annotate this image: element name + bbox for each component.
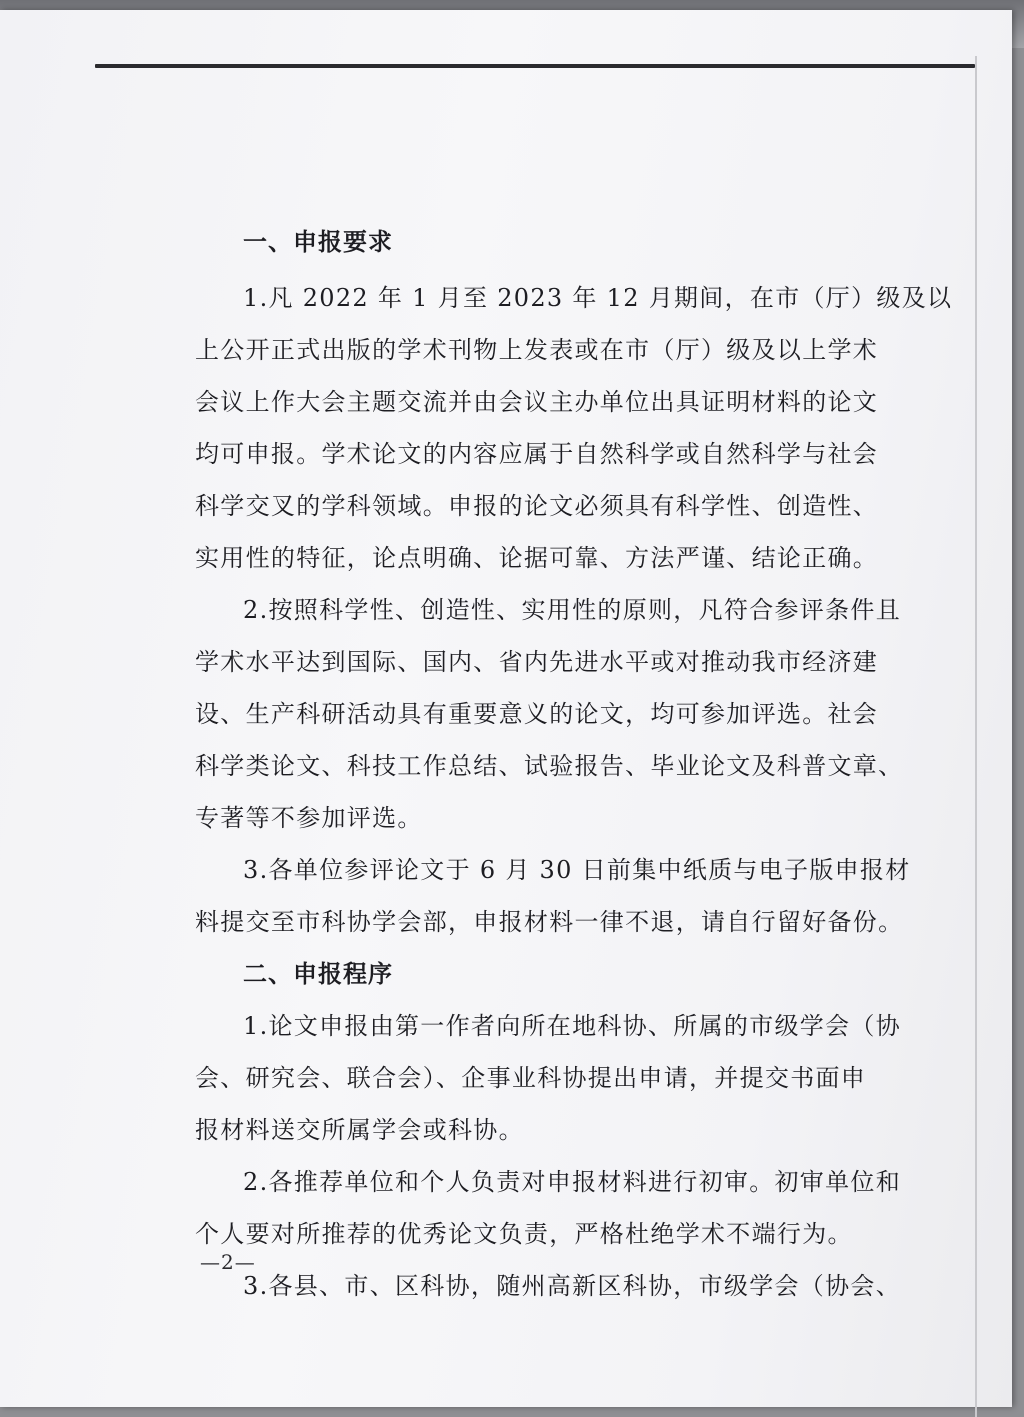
paragraph-line: 2.按照科学性、创造性、实用性的原则，凡符合参评条件且 (243, 596, 901, 624)
paragraph-line: 学术水平达到国际、国内、省内先进水平或对推动我市经济建 (195, 648, 879, 676)
paragraph-line: 会议上作大会主题交流并由会议主办单位出具证明材料的论文 (195, 388, 879, 416)
paragraph-line: 3.各县、市、区科协，随州高新区科协，市级学会（协会、 (243, 1272, 901, 1300)
paragraph-line: 专著等不参加评选。 (195, 804, 423, 832)
paragraph-line: 科学类论文、科技工作总结、试验报告、毕业论文及科普文章、 (195, 752, 904, 780)
paragraph-line: 2.各推荐单位和个人负责对申报材料进行初审。初审单位和 (243, 1168, 901, 1196)
paragraph-line: 报材料送交所属学会或科协。 (195, 1116, 524, 1144)
section-heading-procedure: 二、申报程序 (243, 960, 393, 988)
paragraph-line: 实用性的特征，论点明确、论据可靠、方法严谨、结论正确。 (195, 544, 879, 572)
paragraph-line: 3.各单位参评论文于 6 月 30 日前集中纸质与电子版申报材 (243, 856, 911, 884)
paragraph-line: 个人要对所推荐的优秀论文负责，严格杜绝学术不端行为。 (195, 1220, 853, 1248)
paragraph-line: 1.论文申报由第一作者向所在地科协、所属的市级学会（协 (243, 1012, 901, 1040)
section-heading-requirements: 一、申报要求 (243, 228, 393, 256)
header-rule (95, 64, 975, 68)
paragraph-line: 设、生产科研活动具有重要意义的论文，均可参加评选。社会 (195, 700, 879, 728)
paragraph-line: 会、研究会、联合会）、企事业科协提出申请，并提交书面申 (195, 1064, 867, 1092)
paragraph-line: 1.凡 2022 年 1 月至 2023 年 12 月期间，在市（厅）级及以 (243, 284, 953, 312)
page-number: —2— (200, 1250, 256, 1274)
paragraph-line: 科学交叉的学科领域。申报的论文必须具有科学性、创造性、 (195, 492, 879, 520)
paragraph-line: 均可申报。学术论文的内容应属于自然科学或自然科学与社会 (195, 440, 879, 468)
paragraph-line: 上公开正式出版的学术刊物上发表或在市（厅）级及以上学术 (195, 336, 879, 364)
paragraph-line: 料提交至市科协学会部，申报材料一律不退，请自行留好备份。 (195, 908, 904, 936)
paper-fold-edge (975, 56, 977, 1417)
